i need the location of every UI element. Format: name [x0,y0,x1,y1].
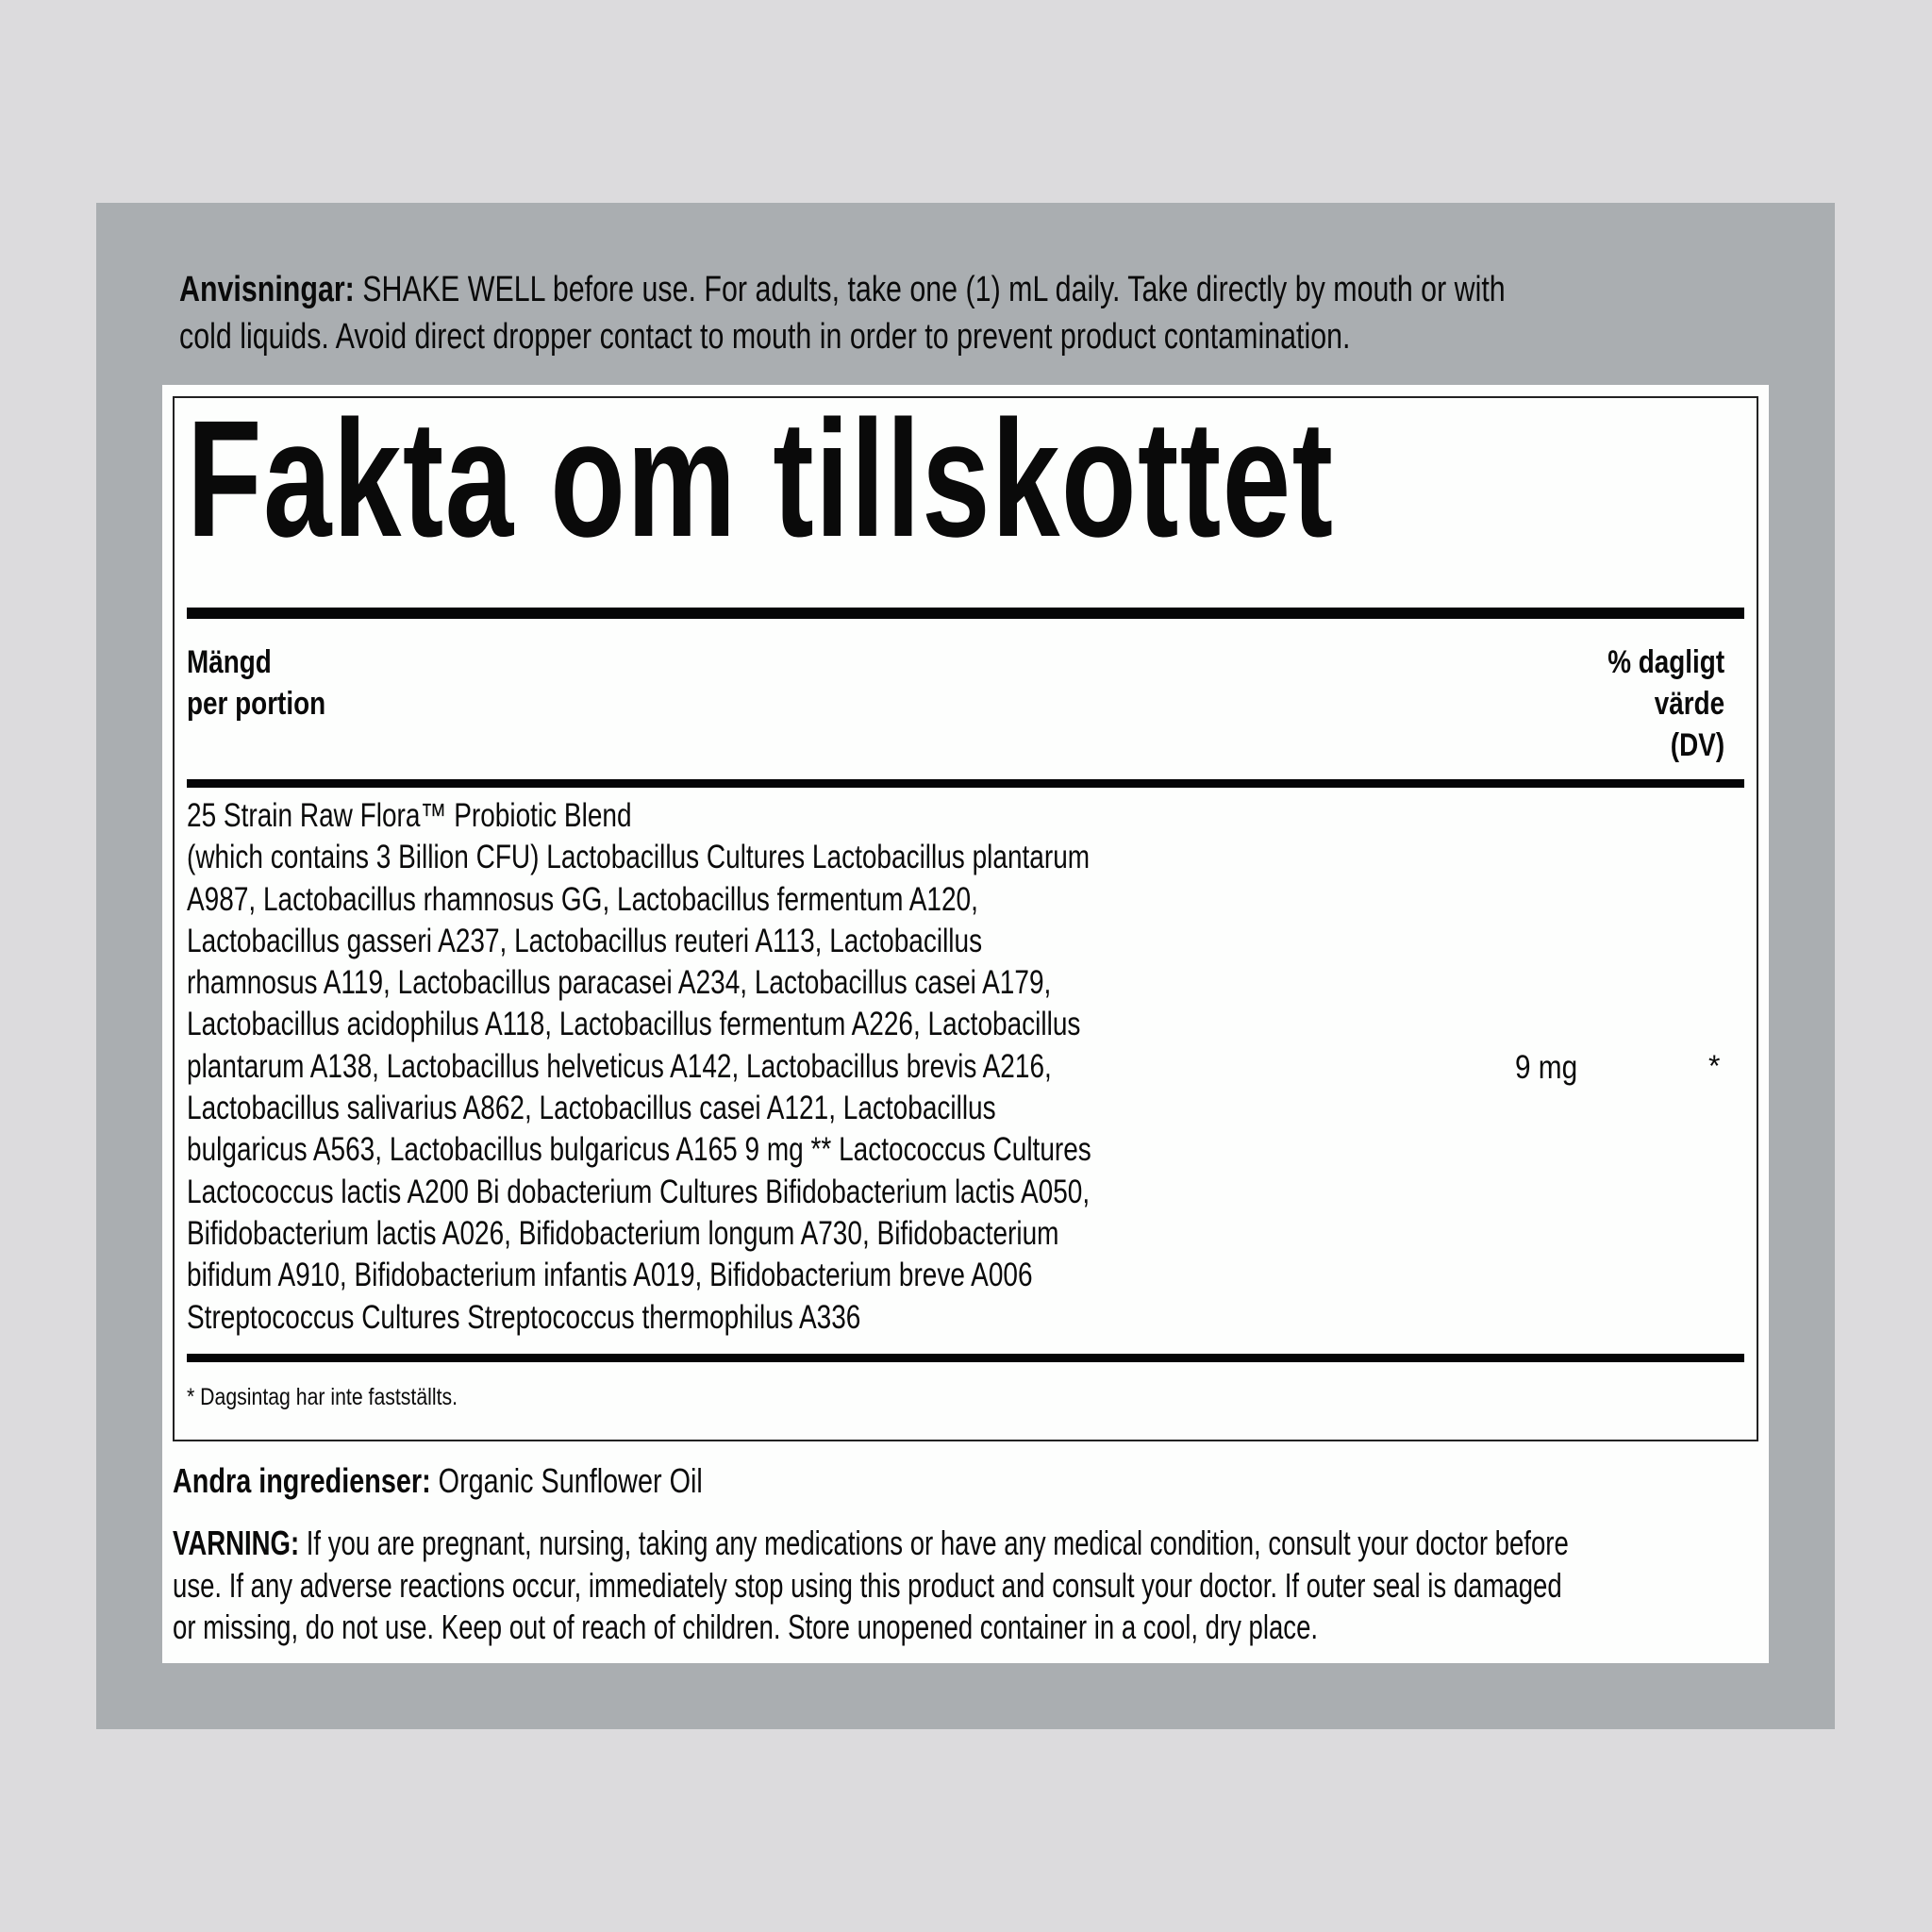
daily-value-header: % dagligt värde (DV) [1607,644,1724,763]
other-ingredients [173,1460,703,1502]
daily-value-asterisk: * [1708,1049,1721,1083]
probiotic-blend-description: 25 Strain Raw Flora™ Probiotic Blend (which contains 3 Billion CFU) Lactobacillus Cultures Lactobacillus plantarum A987, Lactobacillus rhamnosus GG, Lactobacillus fermentum A120, Lactobacillus gasseri A237, Lactobacillus reuteri A113, Lactobacillus rhamnosus A119, Lactobacillus paracasei A234, Lactobacillus casei A179, Lactobacillus acidophilus A118, Lactobacillus fermentum A226, Lactobacillus plantarum A138, Lactobacillus helveticus A142, Lactobacillus brevis A216, Lactobacillus salivarius A862, Lactobacillus casei A121, Lactobacillus bulgaricus A563, Lactobacillus bulgaricus A165 9 mg ** Lactococcus Cultures Lactococcus lactis A200 Bi dobacterium Cultures Bifidobacterium lactis A050, Bifidobacterium lactis A026, Bifidobacterium longum A730, Bifidobacterium bifidum A910, Bifidobacterium infantis A019, Bifidobacterium breve A006 Streptococcus Cultures Streptococcus thermophilus A336 [187,797,1091,1336]
other-ingredients-label: Andra ingredienser: [173,1461,431,1500]
thick-divider-top [187,608,1744,619]
other-ingredients-value: Organic Sunflower Oil [430,1461,703,1500]
warning-line-2: use. If any adverse reactions occur, immediately stop using this product and consult your doctor. If outer seal is damaged [173,1565,1562,1605]
thick-divider-header [187,779,1744,788]
facts-title: Fakta om tillskottet [187,387,1335,572]
directions-text [179,266,1837,360]
directions-line-2: cold liquids. Avoid direct dropper contact to mouth in order to prevent product contamination. [179,317,1351,357]
daily-value-footnote: * Dagsintag har inte fastställts. [187,1384,458,1410]
amount-per-serving-header: Mängd per portion [187,644,326,722]
warning-text [173,1523,1932,1649]
warning-label: VARNING: [173,1524,300,1562]
thick-divider-bottom [187,1354,1744,1362]
warning-line-1: VARNING: If you are pregnant, nursing, taking any medications or have any medical condition, consult your doctor before [173,1524,1569,1562]
directions-label: Anvisningar: [179,270,355,309]
amount-value: 9 mg [1515,1049,1578,1086]
directions-line-1: Anvisningar: SHAKE WELL before use. For adults, take one (1) mL daily. Take directly by mouth or with [179,270,1506,309]
warning-line-3: or missing, do not use. Keep out of reach of children. Store unopened container in a cool, dry place. [173,1607,1319,1646]
